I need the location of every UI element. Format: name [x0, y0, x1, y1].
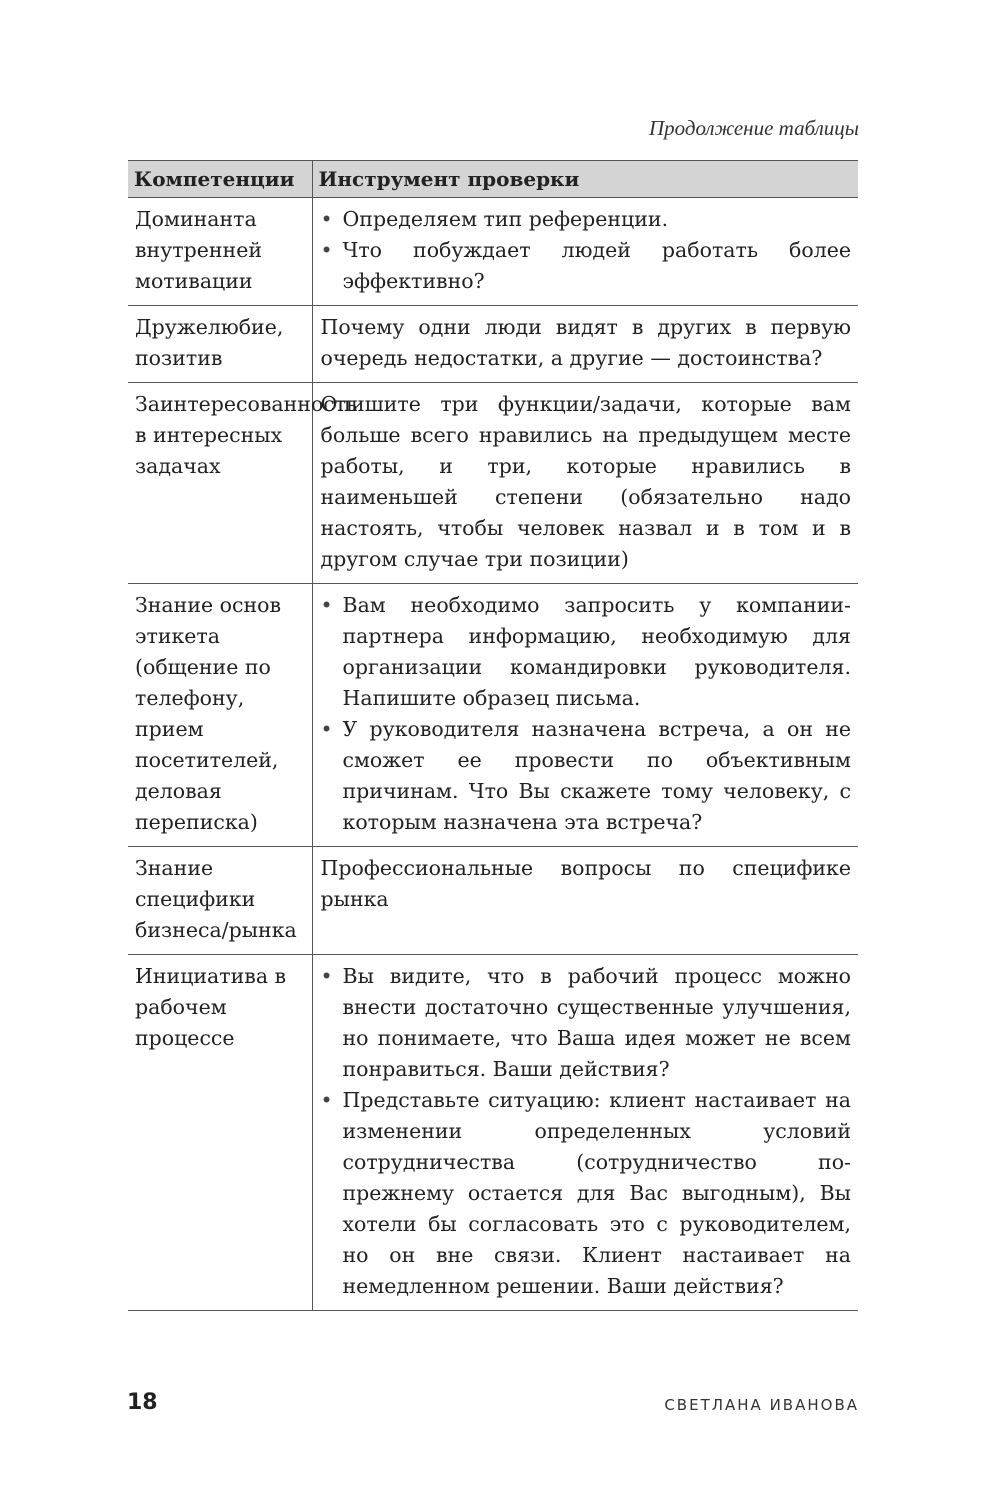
tool-cell: Профессиональные вопросы по специфике рынка: [312, 847, 858, 955]
page-number: 18: [127, 1390, 158, 1415]
author-name: СВЕТЛАНА ИВАНОВА: [664, 1396, 859, 1414]
competence-cell: Инициатива в рабочем процессе: [128, 955, 312, 1311]
tool-cell: [312, 955, 858, 1311]
bullet-item: • Вам необходимо запросить у компании-партнера информацию, необходимую для организации командировки руководителя. Напишите образец письма.: [321, 590, 852, 714]
table-row: [128, 955, 858, 1311]
competence-cell: Знание специфики бизнеса/рынка: [128, 847, 312, 955]
bullet-item: • Представьте ситуацию: клиент настаивает на изменении определенных условий сотрудничества (сотрудничество по-прежнему остается для Вас выгодным), Вы хотели бы согласовать это с руководителем, но он вне связи. Клиент настаивает на немедленном решении. Ваши действия?: [321, 1085, 852, 1302]
bullet-item: • Что побуждает людей работать более эффективно?: [321, 235, 852, 297]
bullet-item: • Вы видите, что в рабочий процесс можно внести достаточно существенные улучшения, но понимаете, что Ваша идея может не всем понравиться. Ваши действия?: [321, 961, 852, 1085]
competence-cell: Доминанта внутренней мотивации: [128, 198, 312, 306]
table-header-row: [128, 161, 858, 198]
table-row: [128, 383, 858, 584]
table-row: [128, 584, 858, 847]
competence-table: [128, 160, 858, 1311]
table-row: [128, 306, 858, 383]
tool-cell: Опишите три функции/задачи, которые вам больше всего нравились на предыдущем месте работы, и три, которые нравились в наименьшей степени (обязательно надо настоять, чтобы человек назвал и в том и в другом случае три позиции): [312, 383, 858, 584]
table-row: [128, 847, 858, 955]
bullet-list: [321, 204, 852, 297]
table-caption: Продолжение таблицы: [648, 116, 859, 140]
competence-cell: Заинтересованность в интересных задачах: [128, 383, 312, 584]
bullet-item: • Определяем тип референции.: [321, 204, 852, 235]
bullet-list: [321, 590, 852, 838]
tool-cell: [312, 584, 858, 847]
bullet-list: [321, 961, 852, 1302]
header-tool: Инструмент проверки: [312, 161, 858, 198]
tool-cell: [312, 198, 858, 306]
competence-cell: Дружелюбие, позитив: [128, 306, 312, 383]
header-competences: Компетенции: [128, 161, 312, 198]
bullet-item: • У руководителя назначена встреча, а он не сможет ее провести по объективным причинам. Что Вы скажете тому человеку, с которым назначена эта встреча?: [321, 714, 852, 838]
table-row: [128, 198, 858, 306]
competence-cell: Знание основ этикета (общение по телефону, прием посетителей, деловая переписка): [128, 584, 312, 847]
tool-cell: Почему одни люди видят в других в первую очередь недостатки, а другие — достоинства?: [312, 306, 858, 383]
